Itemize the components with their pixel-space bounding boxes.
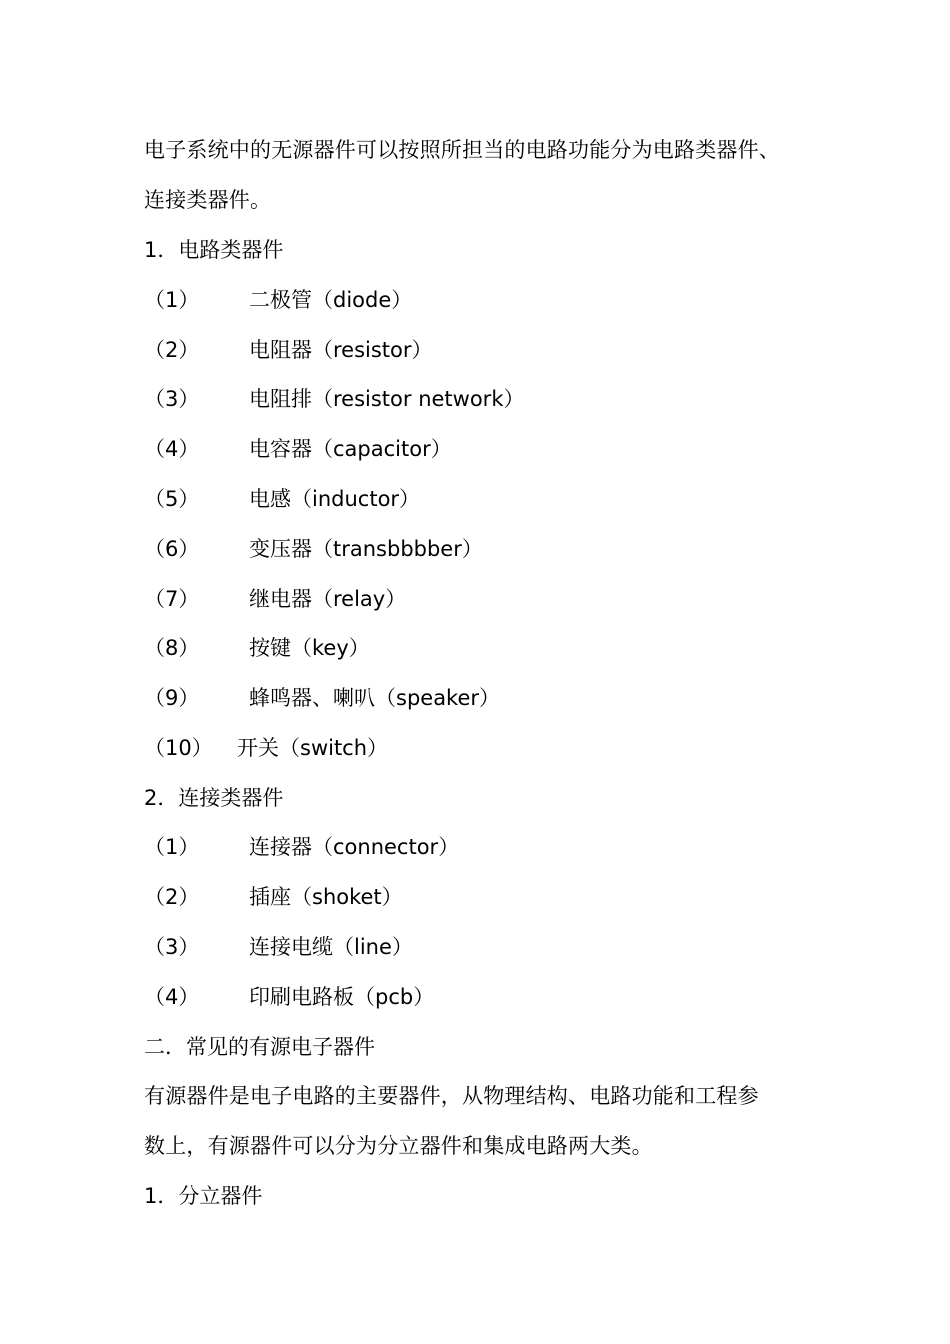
- active-para-line-1: 有源器件是电子电路的主要器件，从物理结构、电路功能和工程参: [144, 1084, 759, 1108]
- list-item-number: （8）: [144, 636, 200, 660]
- list-item-text: 开关（switch）: [237, 736, 389, 760]
- list-item-number: （7）: [144, 587, 200, 611]
- list-item-text: 电阻器（resistor）: [249, 338, 433, 362]
- section-2-number: 2．: [144, 786, 179, 810]
- active-para-line-2: 数上，有源器件可以分为分立器件和集成电路两大类。: [144, 1134, 653, 1158]
- list-item-text: 电容器（capacitor）: [249, 437, 452, 461]
- list-item: [144, 384, 744, 414]
- chapter-2-title: 常见的有源电子器件: [186, 1035, 375, 1059]
- list-item: [144, 285, 744, 315]
- list-item-text: 印刷电路板（pcb）: [249, 985, 435, 1009]
- list-item: [144, 633, 744, 663]
- list-item-text: 电阻排（resistor network）: [249, 387, 525, 411]
- intro-line-1: 电子系统中的无源器件可以按照所担当的电路功能分为电路类器件、: [144, 138, 780, 162]
- list-item-number: （6）: [144, 537, 200, 561]
- list-item: [144, 484, 744, 514]
- list-item: [144, 584, 744, 614]
- section-2-heading: [144, 783, 283, 813]
- section-1-title: 电路类器件: [178, 238, 284, 262]
- list-item-number: （2）: [144, 885, 200, 909]
- list-item-number: （5）: [144, 487, 200, 511]
- list-item: [144, 982, 744, 1012]
- list-item-text: 二极管（diode）: [249, 288, 413, 312]
- intro-line-2: 连接类器件。: [144, 188, 272, 212]
- list-item-number: （3）: [144, 387, 200, 411]
- list-item: [144, 882, 744, 912]
- list-item-text: 电感（inductor）: [249, 487, 421, 511]
- list-item-text: 连接器（connector）: [249, 835, 460, 859]
- section-1-heading: [144, 235, 283, 265]
- list-item-text: 插座（shoket）: [249, 885, 403, 909]
- list-item: [144, 733, 744, 763]
- section-3-heading: [144, 1181, 262, 1211]
- list-item-text: 连接电缆（line）: [249, 935, 413, 959]
- section-3-number: 1．: [144, 1184, 179, 1208]
- list-item: [144, 832, 744, 862]
- list-item: [144, 683, 744, 713]
- list-item-number: （1）: [144, 288, 200, 312]
- chapter-2-heading: [144, 1032, 375, 1062]
- chapter-2-number: 二．: [144, 1035, 186, 1059]
- list-item: [144, 932, 744, 962]
- list-item: [144, 335, 744, 365]
- list-item-text: 变压器（transbbbber）: [249, 537, 483, 561]
- list-item-number: （4）: [144, 985, 200, 1009]
- list-item: [144, 534, 744, 564]
- section-2-title: 连接类器件: [178, 786, 284, 810]
- section-1-number: 1．: [144, 238, 179, 262]
- section-3-title: 分立器件: [178, 1184, 263, 1208]
- list-item-number: （4）: [144, 437, 200, 461]
- list-item: [144, 434, 744, 464]
- list-item-number: （3）: [144, 935, 200, 959]
- list-item-number: （1）: [144, 835, 200, 859]
- list-item-text: 继电器（relay）: [249, 587, 407, 611]
- list-item-number: （9）: [144, 686, 200, 710]
- list-item-text: 蜂鸣器、喇叭（speaker）: [249, 686, 501, 710]
- list-item-number: （10）: [144, 736, 213, 760]
- list-item-number: （2）: [144, 338, 200, 362]
- list-item-text: 按键（key）: [249, 636, 370, 660]
